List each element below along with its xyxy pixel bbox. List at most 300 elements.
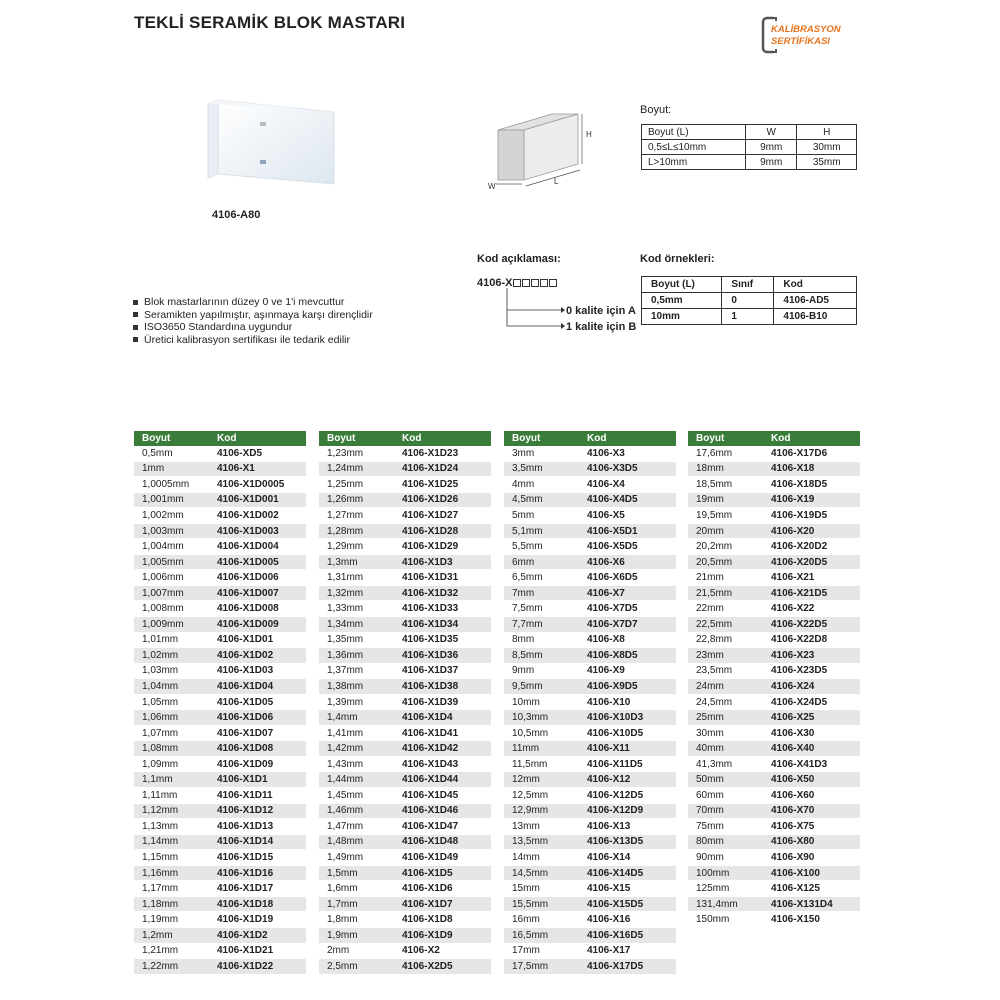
table-row [134, 803, 306, 819]
size-cell: 1,9mm [319, 927, 394, 943]
code-cell: 4106-X1D34 [394, 617, 491, 633]
size-cell: 1,31mm [319, 570, 394, 586]
size-table-header [642, 125, 857, 140]
size-cell: 1,15mm [134, 850, 209, 866]
table-row [319, 803, 491, 819]
grid-header-size: Boyut [319, 431, 394, 446]
code-cell: 4106-X24D5 [763, 694, 860, 710]
size-cell: 11,5mm [504, 756, 579, 772]
size-cell: 3mm [504, 446, 579, 461]
code-cell: 4106-X1D05 [209, 694, 306, 710]
table-row [688, 865, 860, 881]
code-cell: 4106-X23D5 [763, 663, 860, 679]
table-row [319, 772, 491, 788]
bullet-icon [133, 325, 138, 330]
code-cell: 4106-X131D4 [763, 896, 860, 912]
table-row [688, 446, 860, 461]
size-cell: 16,5mm [504, 927, 579, 943]
code-cell: 4106-X1D9 [394, 927, 491, 943]
size-cell: 1,34mm [319, 617, 394, 633]
code-cell: 4106-X10D5 [579, 725, 676, 741]
table-row [134, 648, 306, 664]
size-cell: 18mm [688, 461, 763, 477]
table-row [688, 554, 860, 570]
table-row [504, 788, 676, 804]
code-cell: 4106-X16D5 [579, 927, 676, 943]
examples-row [642, 293, 857, 309]
table-row [504, 508, 676, 524]
code-cell: 4106-X1D005 [209, 554, 306, 570]
code-cell: 4106-X30 [763, 725, 860, 741]
code-cell: 4106-X13 [579, 819, 676, 835]
size-table-row [642, 155, 857, 170]
table-row [504, 959, 676, 975]
code-cell: 4106-X1D15 [209, 850, 306, 866]
size-cell: 2,5mm [319, 959, 394, 975]
code-cell: 4106-X1D02 [209, 648, 306, 664]
code-cell: 4106-X1D0005 [209, 477, 306, 493]
table-row [319, 601, 491, 617]
code-cell: 4106-X14 [579, 850, 676, 866]
code-cell: 4106-X1D003 [209, 523, 306, 539]
size-cell: 8mm [504, 632, 579, 648]
size-cell: 1,2mm [134, 927, 209, 943]
table-row [504, 772, 676, 788]
code-cell: 4106-X1D32 [394, 585, 491, 601]
code-cell: 4106-X17 [579, 943, 676, 959]
size-cell: 41,3mm [688, 756, 763, 772]
examples-cell: 0,5mm [642, 293, 722, 309]
size-table-row [642, 140, 857, 155]
code-cell: 4106-X12 [579, 772, 676, 788]
table-row [134, 710, 306, 726]
table-row [319, 663, 491, 679]
table-row [504, 694, 676, 710]
size-cell: 22,8mm [688, 632, 763, 648]
size-cell: 22,5mm [688, 617, 763, 633]
code-cell: 4106-X1D31 [394, 570, 491, 586]
size-cell: 1,48mm [319, 834, 394, 850]
size-cell: 1,11mm [134, 788, 209, 804]
table-row [134, 943, 306, 959]
code-cell: 4106-X1D26 [394, 492, 491, 508]
size-cell: 1,01mm [134, 632, 209, 648]
size-cell: 9,5mm [504, 679, 579, 695]
table-row [319, 554, 491, 570]
table-row [134, 617, 306, 633]
size-header-w: W [745, 125, 796, 140]
size-cell: 11mm [504, 741, 579, 757]
size-header-l: Boyut (L) [642, 125, 746, 140]
size-cell: 7mm [504, 585, 579, 601]
table-row [134, 461, 306, 477]
size-cell: 1mm [134, 461, 209, 477]
code-cell: 4106-X1D49 [394, 850, 491, 866]
size-cell: 13mm [504, 819, 579, 835]
code-cell: 4106-X19 [763, 492, 860, 508]
table-row [688, 461, 860, 477]
size-cell: 9mm [504, 663, 579, 679]
size-cell: 15mm [504, 881, 579, 897]
table-row [319, 679, 491, 695]
table-row [504, 943, 676, 959]
code-cell: 4106-X1D33 [394, 601, 491, 617]
table-row [319, 927, 491, 943]
size-cell: 9mm [745, 155, 796, 170]
code-cell: 4106-X24 [763, 679, 860, 695]
table-row [319, 508, 491, 524]
table-row [319, 492, 491, 508]
table-row [504, 539, 676, 555]
code-cell: 4106-X60 [763, 788, 860, 804]
table-row [504, 461, 676, 477]
size-cell: 1,5mm [319, 865, 394, 881]
code-cell: 4106-X19D5 [763, 508, 860, 524]
size-cell: 1,001mm [134, 492, 209, 508]
code-explanation-lines [505, 288, 565, 334]
code-cell: 4106-X1D47 [394, 819, 491, 835]
code-cell: 4106-X1D18 [209, 896, 306, 912]
h-label: H [586, 130, 592, 139]
examples-cell: 10mm [642, 309, 722, 325]
size-cell: 1,0005mm [134, 477, 209, 493]
code-cell: 4106-X80 [763, 834, 860, 850]
table-row [319, 912, 491, 928]
size-cell: 9mm [745, 140, 796, 155]
code-grid-4 [688, 431, 860, 928]
table-row [688, 477, 860, 493]
size-cell: 22mm [688, 601, 763, 617]
code-cell: 4106-X1D04 [209, 679, 306, 695]
code-cell: 4106-X1D08 [209, 741, 306, 757]
bullet-icon [133, 312, 138, 317]
table-row [134, 725, 306, 741]
size-cell: L>10mm [642, 155, 746, 170]
table-row [688, 912, 860, 928]
size-cell: 131,4mm [688, 896, 763, 912]
size-cell: 12mm [504, 772, 579, 788]
size-cell: 1,12mm [134, 803, 209, 819]
size-cell: 6mm [504, 554, 579, 570]
table-row [688, 663, 860, 679]
table-row [504, 927, 676, 943]
size-cell: 1,04mm [134, 679, 209, 695]
size-cell: 1,08mm [134, 741, 209, 757]
size-cell: 1,07mm [134, 725, 209, 741]
code-cell: 4106-X9 [579, 663, 676, 679]
examples-header-cell: Kod [774, 277, 857, 293]
size-cell: 4,5mm [504, 492, 579, 508]
table-row [134, 694, 306, 710]
code-cell: 4106-X125 [763, 881, 860, 897]
size-cell: 1,007mm [134, 585, 209, 601]
table-row [688, 710, 860, 726]
size-cell: 30mm [797, 140, 857, 155]
feature-item: Üretici kalibrasyon sertifikası ile tedarik edilir [133, 334, 373, 347]
size-cell: 75mm [688, 819, 763, 835]
code-cell: 4106-X22D8 [763, 632, 860, 648]
size-cell: 1,004mm [134, 539, 209, 555]
size-cell: 24,5mm [688, 694, 763, 710]
code-cell: 4106-X7D5 [579, 601, 676, 617]
table-row [134, 492, 306, 508]
table-row [319, 725, 491, 741]
size-cell: 1,06mm [134, 710, 209, 726]
size-cell: 6,5mm [504, 570, 579, 586]
code-cell: 4106-X50 [763, 772, 860, 788]
code-cell: 4106-X1D001 [209, 492, 306, 508]
size-cell: 20,2mm [688, 539, 763, 555]
size-cell: 1,24mm [319, 461, 394, 477]
table-row [319, 539, 491, 555]
size-cell: 1,18mm [134, 896, 209, 912]
code-cell: 4106-X6 [579, 554, 676, 570]
table-row [688, 788, 860, 804]
table-row [319, 834, 491, 850]
table-row [134, 772, 306, 788]
table-row [504, 834, 676, 850]
size-cell: 10,3mm [504, 710, 579, 726]
code-cell: 4106-X1D27 [394, 508, 491, 524]
code-cell: 4106-X12D9 [579, 803, 676, 819]
code-cell: 4106-X1 [209, 461, 306, 477]
code-cell: 4106-X1D17 [209, 881, 306, 897]
size-cell: 4mm [504, 477, 579, 493]
calibration-certificate-logo [760, 14, 868, 58]
size-cell: 0,5≤L≤10mm [642, 140, 746, 155]
examples-cell: 4106-AD5 [774, 293, 857, 309]
code-cell: 4106-X1D35 [394, 632, 491, 648]
size-table-caption: Boyut: [640, 104, 672, 116]
code-cell: 4106-X1D14 [209, 834, 306, 850]
code-cell: 4106-X1D11 [209, 788, 306, 804]
code-cell: 4106-X1D43 [394, 756, 491, 772]
size-cell: 20mm [688, 523, 763, 539]
grid-header-size: Boyut [688, 431, 763, 446]
table-row [319, 756, 491, 772]
table-row [688, 492, 860, 508]
size-cell: 1,28mm [319, 523, 394, 539]
table-row [504, 725, 676, 741]
table-row [134, 756, 306, 772]
examples-cell: 0 [722, 293, 774, 309]
page-title: TEKLİ SERAMİK BLOK MASTARI [134, 13, 406, 32]
code-cell: 4106-X1D37 [394, 663, 491, 679]
grid-header-code: Kod [579, 431, 676, 446]
table-row [134, 632, 306, 648]
code-cell: 4106-X7 [579, 585, 676, 601]
size-cell: 1,41mm [319, 725, 394, 741]
size-cell: 40mm [688, 741, 763, 757]
size-cell: 19mm [688, 492, 763, 508]
table-row [134, 539, 306, 555]
code-cell: 4106-X1D01 [209, 632, 306, 648]
code-cell: 4106-X1D21 [209, 943, 306, 959]
table-row [688, 725, 860, 741]
table-row [688, 694, 860, 710]
code-cell: 4106-X1D19 [209, 912, 306, 928]
code-cell: 4106-X22 [763, 601, 860, 617]
table-row [134, 788, 306, 804]
table-row [504, 881, 676, 897]
code-cell: 4106-X1D03 [209, 663, 306, 679]
code-cell: 4106-X1D7 [394, 896, 491, 912]
code-cell: 4106-X1D008 [209, 601, 306, 617]
size-cell: 1,17mm [134, 881, 209, 897]
code-cell: 4106-X3 [579, 446, 676, 461]
table-row [504, 570, 676, 586]
table-row [319, 585, 491, 601]
size-cell: 1,03mm [134, 663, 209, 679]
size-cell: 7,5mm [504, 601, 579, 617]
table-row [688, 632, 860, 648]
examples-cell: 1 [722, 309, 774, 325]
table-row [504, 710, 676, 726]
code-cell: 4106-X1D12 [209, 803, 306, 819]
w-label: W [488, 182, 496, 191]
code-cell: 4106-X21D5 [763, 585, 860, 601]
code-cell: 4106-X1D29 [394, 539, 491, 555]
size-cell: 17,6mm [688, 446, 763, 461]
table-row [134, 741, 306, 757]
size-cell: 1,46mm [319, 803, 394, 819]
table-row [688, 601, 860, 617]
bullet-icon [133, 300, 138, 305]
size-cell: 19,5mm [688, 508, 763, 524]
table-row [504, 803, 676, 819]
table-row [319, 523, 491, 539]
table-row [319, 850, 491, 866]
table-row [504, 648, 676, 664]
table-row [319, 461, 491, 477]
quality-a-label: 0 kalite için A [566, 305, 636, 317]
code-cell: 4106-X3D5 [579, 461, 676, 477]
size-cell: 30mm [688, 725, 763, 741]
table-row [134, 554, 306, 570]
table-row [688, 834, 860, 850]
code-cell: 4106-X23 [763, 648, 860, 664]
table-row [134, 477, 306, 493]
size-cell: 60mm [688, 788, 763, 804]
size-cell: 1,45mm [319, 788, 394, 804]
code-cell: 4106-X1D39 [394, 694, 491, 710]
code-cell: 4106-X40 [763, 741, 860, 757]
table-row [504, 663, 676, 679]
table-row [134, 570, 306, 586]
table-row [504, 756, 676, 772]
table-row [504, 679, 676, 695]
code-cell: 4106-X70 [763, 803, 860, 819]
code-cell: 4106-X41D3 [763, 756, 860, 772]
table-row [134, 865, 306, 881]
product-label: 4106-A80 [212, 209, 261, 221]
table-row [319, 632, 491, 648]
table-row [504, 912, 676, 928]
code-cell: 4106-X12D5 [579, 788, 676, 804]
code-cell: 4106-X25 [763, 710, 860, 726]
code-cell: 4106-X1D5 [394, 865, 491, 881]
size-cell: 1,49mm [319, 850, 394, 866]
examples-header-cell: Sınıf [722, 277, 774, 293]
table-row [504, 632, 676, 648]
size-cell: 5,1mm [504, 523, 579, 539]
ceramic-block-image [188, 98, 338, 188]
code-cell: 4106-X13D5 [579, 834, 676, 850]
table-row [134, 927, 306, 943]
size-cell: 1,008mm [134, 601, 209, 617]
examples-header-cell: Boyut (L) [642, 277, 722, 293]
size-cell: 3,5mm [504, 461, 579, 477]
code-cell: 4106-X18 [763, 461, 860, 477]
code-examples-title: Kod örnekleri: [640, 253, 715, 265]
code-cell: 4106-X1D07 [209, 725, 306, 741]
code-cell: 4106-X1D25 [394, 477, 491, 493]
code-cell: 4106-X2D5 [394, 959, 491, 975]
code-cell: 4106-X8D5 [579, 648, 676, 664]
size-cell: 23,5mm [688, 663, 763, 679]
size-cell: 1,003mm [134, 523, 209, 539]
table-row [319, 865, 491, 881]
size-cell: 18,5mm [688, 477, 763, 493]
code-cell: 4106-X18D5 [763, 477, 860, 493]
table-row [319, 617, 491, 633]
logo-line2: SERTİFİKASI [771, 36, 830, 47]
feature-list [133, 296, 373, 346]
table-row [319, 896, 491, 912]
examples-cell: 4106-B10 [774, 309, 857, 325]
code-cell: 4106-X1D09 [209, 756, 306, 772]
table-row [319, 710, 491, 726]
code-cell: 4106-XD5 [209, 446, 306, 461]
size-cell: 35mm [797, 155, 857, 170]
size-cell: 80mm [688, 834, 763, 850]
table-row [688, 850, 860, 866]
table-row [688, 881, 860, 897]
size-cell: 0,5mm [134, 446, 209, 461]
code-cell: 4106-X11 [579, 741, 676, 757]
size-cell: 100mm [688, 865, 763, 881]
table-row [688, 741, 860, 757]
code-grid-3 [504, 431, 676, 975]
table-row [319, 943, 491, 959]
size-cell: 16mm [504, 912, 579, 928]
size-cell: 1,09mm [134, 756, 209, 772]
size-cell: 1,1mm [134, 772, 209, 788]
code-cell: 4106-X75 [763, 819, 860, 835]
size-cell: 7,7mm [504, 617, 579, 633]
size-cell: 10,5mm [504, 725, 579, 741]
code-cell: 4106-X1D24 [394, 461, 491, 477]
table-row [134, 679, 306, 695]
size-cell: 24mm [688, 679, 763, 695]
examples-header [642, 277, 857, 293]
table-row [504, 523, 676, 539]
table-row [134, 601, 306, 617]
table-row [504, 819, 676, 835]
table-row [688, 539, 860, 555]
code-cell: 4106-X1D48 [394, 834, 491, 850]
code-cell: 4106-X1D007 [209, 585, 306, 601]
code-cell: 4106-X1D36 [394, 648, 491, 664]
code-cell: 4106-X16 [579, 912, 676, 928]
code-cell: 4106-X5 [579, 508, 676, 524]
code-cell: 4106-X1D23 [394, 446, 491, 461]
table-row [688, 585, 860, 601]
size-cell: 1,39mm [319, 694, 394, 710]
size-cell: 8,5mm [504, 648, 579, 664]
code-cell: 4106-X1D42 [394, 741, 491, 757]
table-row [134, 585, 306, 601]
